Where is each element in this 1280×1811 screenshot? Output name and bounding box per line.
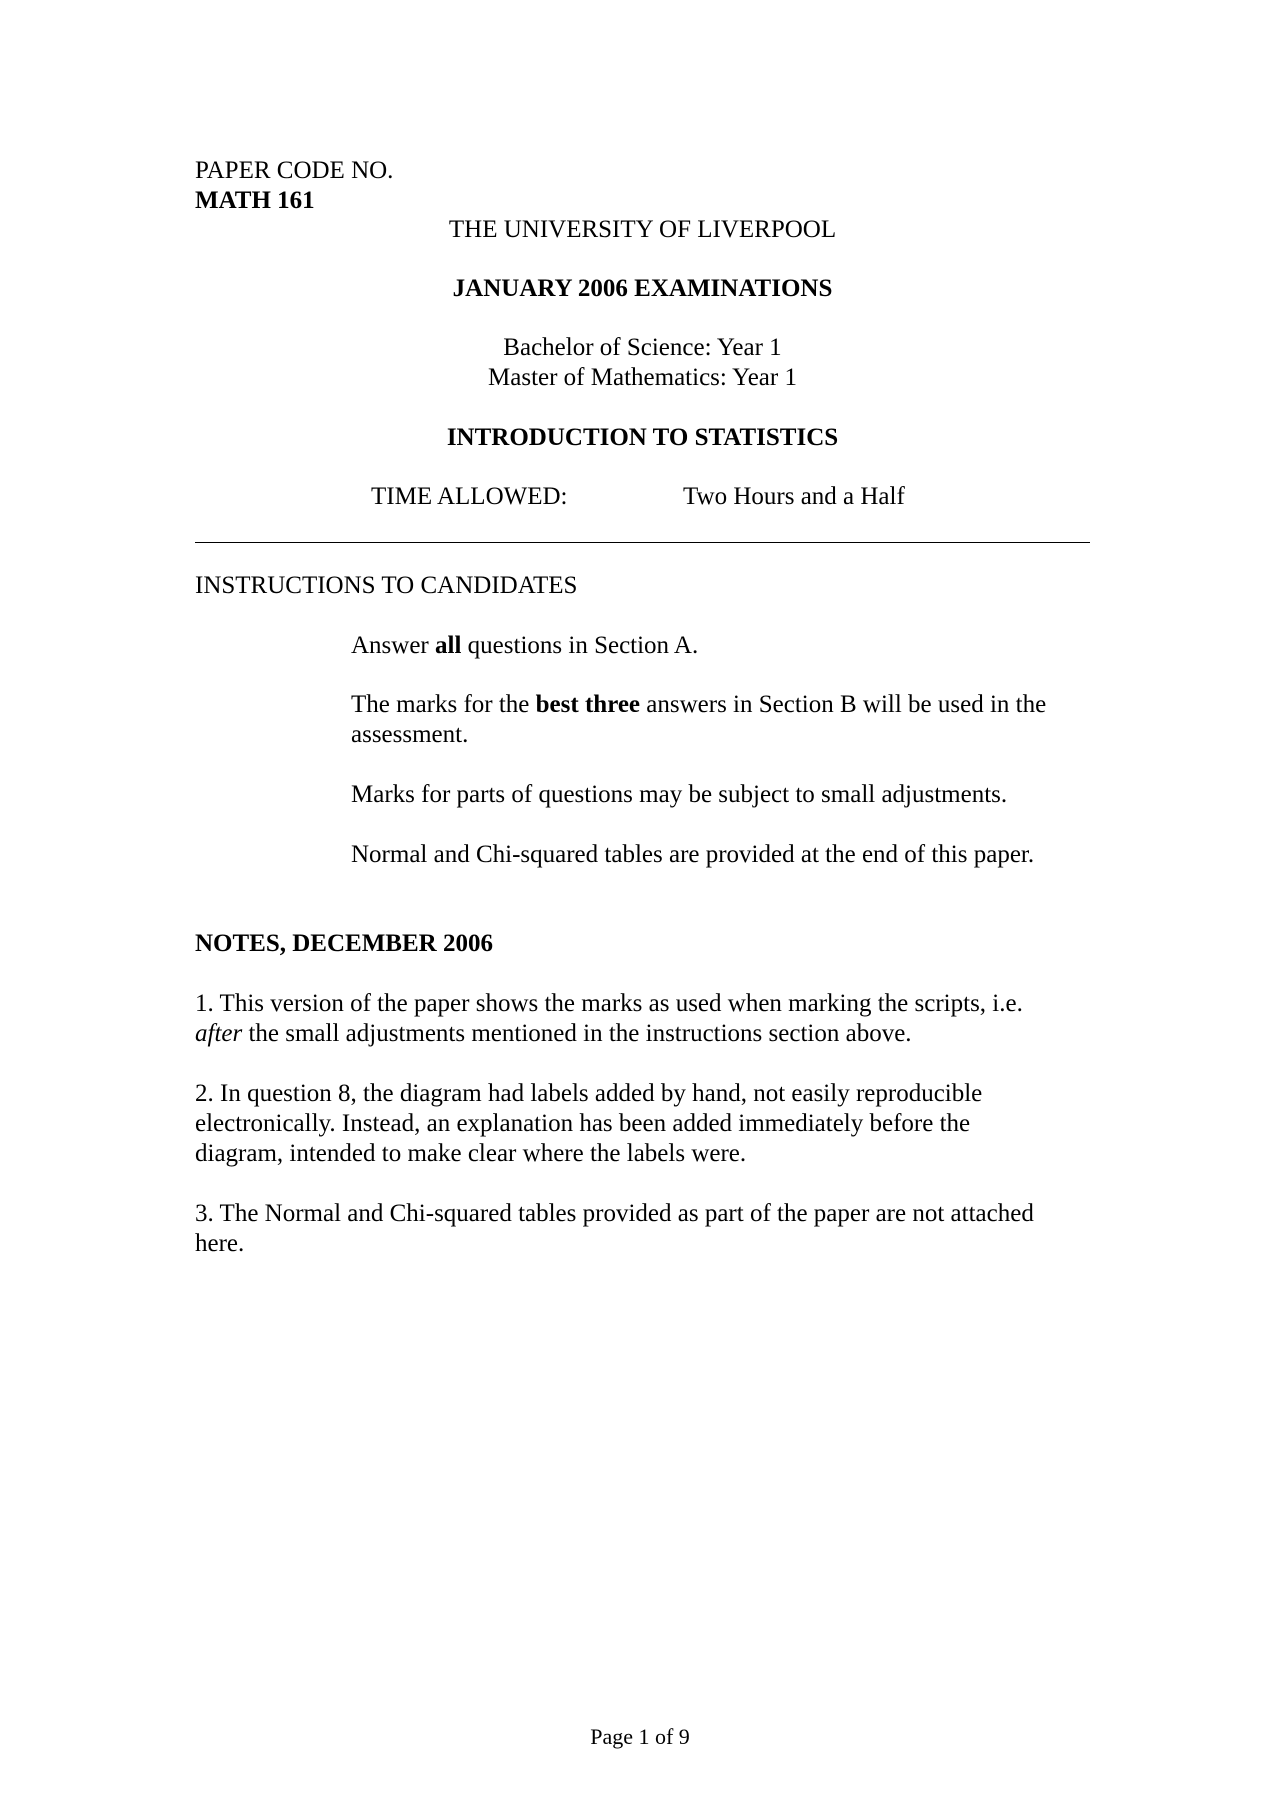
note-text: diagram, intended to make clear where the labels were. — [195, 1140, 747, 1167]
instruction-text: The marks for the — [351, 691, 536, 718]
exam-session: JANUARY 2006 EXAMINATIONS — [452, 275, 833, 302]
instruction-adjustments: Marks for parts of questions may be subject to small adjustments. — [351, 781, 1008, 808]
instruction-section-a — [351, 631, 1096, 661]
instruction-text: answers in Section B will be used in the — [640, 691, 1047, 718]
page-number: Page 1 of 9 — [590, 1724, 690, 1749]
note-text: here. — [195, 1230, 245, 1257]
instruction-emphasis: all — [435, 632, 462, 659]
note-text: electronically. Instead, an explanation has been added immediately before the — [195, 1110, 971, 1137]
degree-line-2: Master of Mathematics: Year 1 — [488, 364, 797, 391]
note-text: the small adjustments mentioned in the instructions section above. — [242, 1020, 912, 1047]
instruction-text: questions in Section A. — [461, 632, 699, 659]
instructions-heading: INSTRUCTIONS TO CANDIDATES — [195, 572, 578, 599]
note-text: 2. In question 8, the diagram had labels added by hand, not easily reproducible — [195, 1080, 983, 1107]
university-name: THE UNIVERSITY OF LIVERPOOL — [448, 216, 837, 243]
note-2 — [195, 1079, 1095, 1169]
instruction-text: assessment. — [351, 721, 469, 748]
degree-line-1: Bachelor of Science: Year 1 — [503, 334, 782, 361]
time-allowed-value: Two Hours and a Half — [683, 483, 905, 510]
instruction-section-b — [351, 690, 1096, 750]
paper-code: MATH 161 — [195, 187, 315, 214]
instruction-tables: Normal and Chi-squared tables are provided at the end of this paper. — [351, 841, 1035, 868]
header-divider — [195, 542, 1090, 543]
note-3 — [195, 1199, 1095, 1259]
note-text: 1. This version of the paper shows the marks as used when marking the scripts, i.e. — [195, 990, 1023, 1017]
course-title: INTRODUCTION TO STATISTICS — [446, 424, 839, 451]
instruction-text: Answer — [351, 632, 436, 659]
time-allowed-label: TIME ALLOWED: — [371, 483, 568, 510]
note-1 — [195, 989, 1095, 1049]
note-emphasis: after — [195, 1020, 243, 1047]
instruction-emphasis: best three — [535, 691, 641, 718]
paper-code-label: PAPER CODE NO. — [195, 157, 394, 184]
note-text: 3. The Normal and Chi-squared tables provided as part of the paper are not attached — [195, 1200, 1034, 1227]
notes-heading: NOTES, DECEMBER 2006 — [195, 930, 493, 957]
